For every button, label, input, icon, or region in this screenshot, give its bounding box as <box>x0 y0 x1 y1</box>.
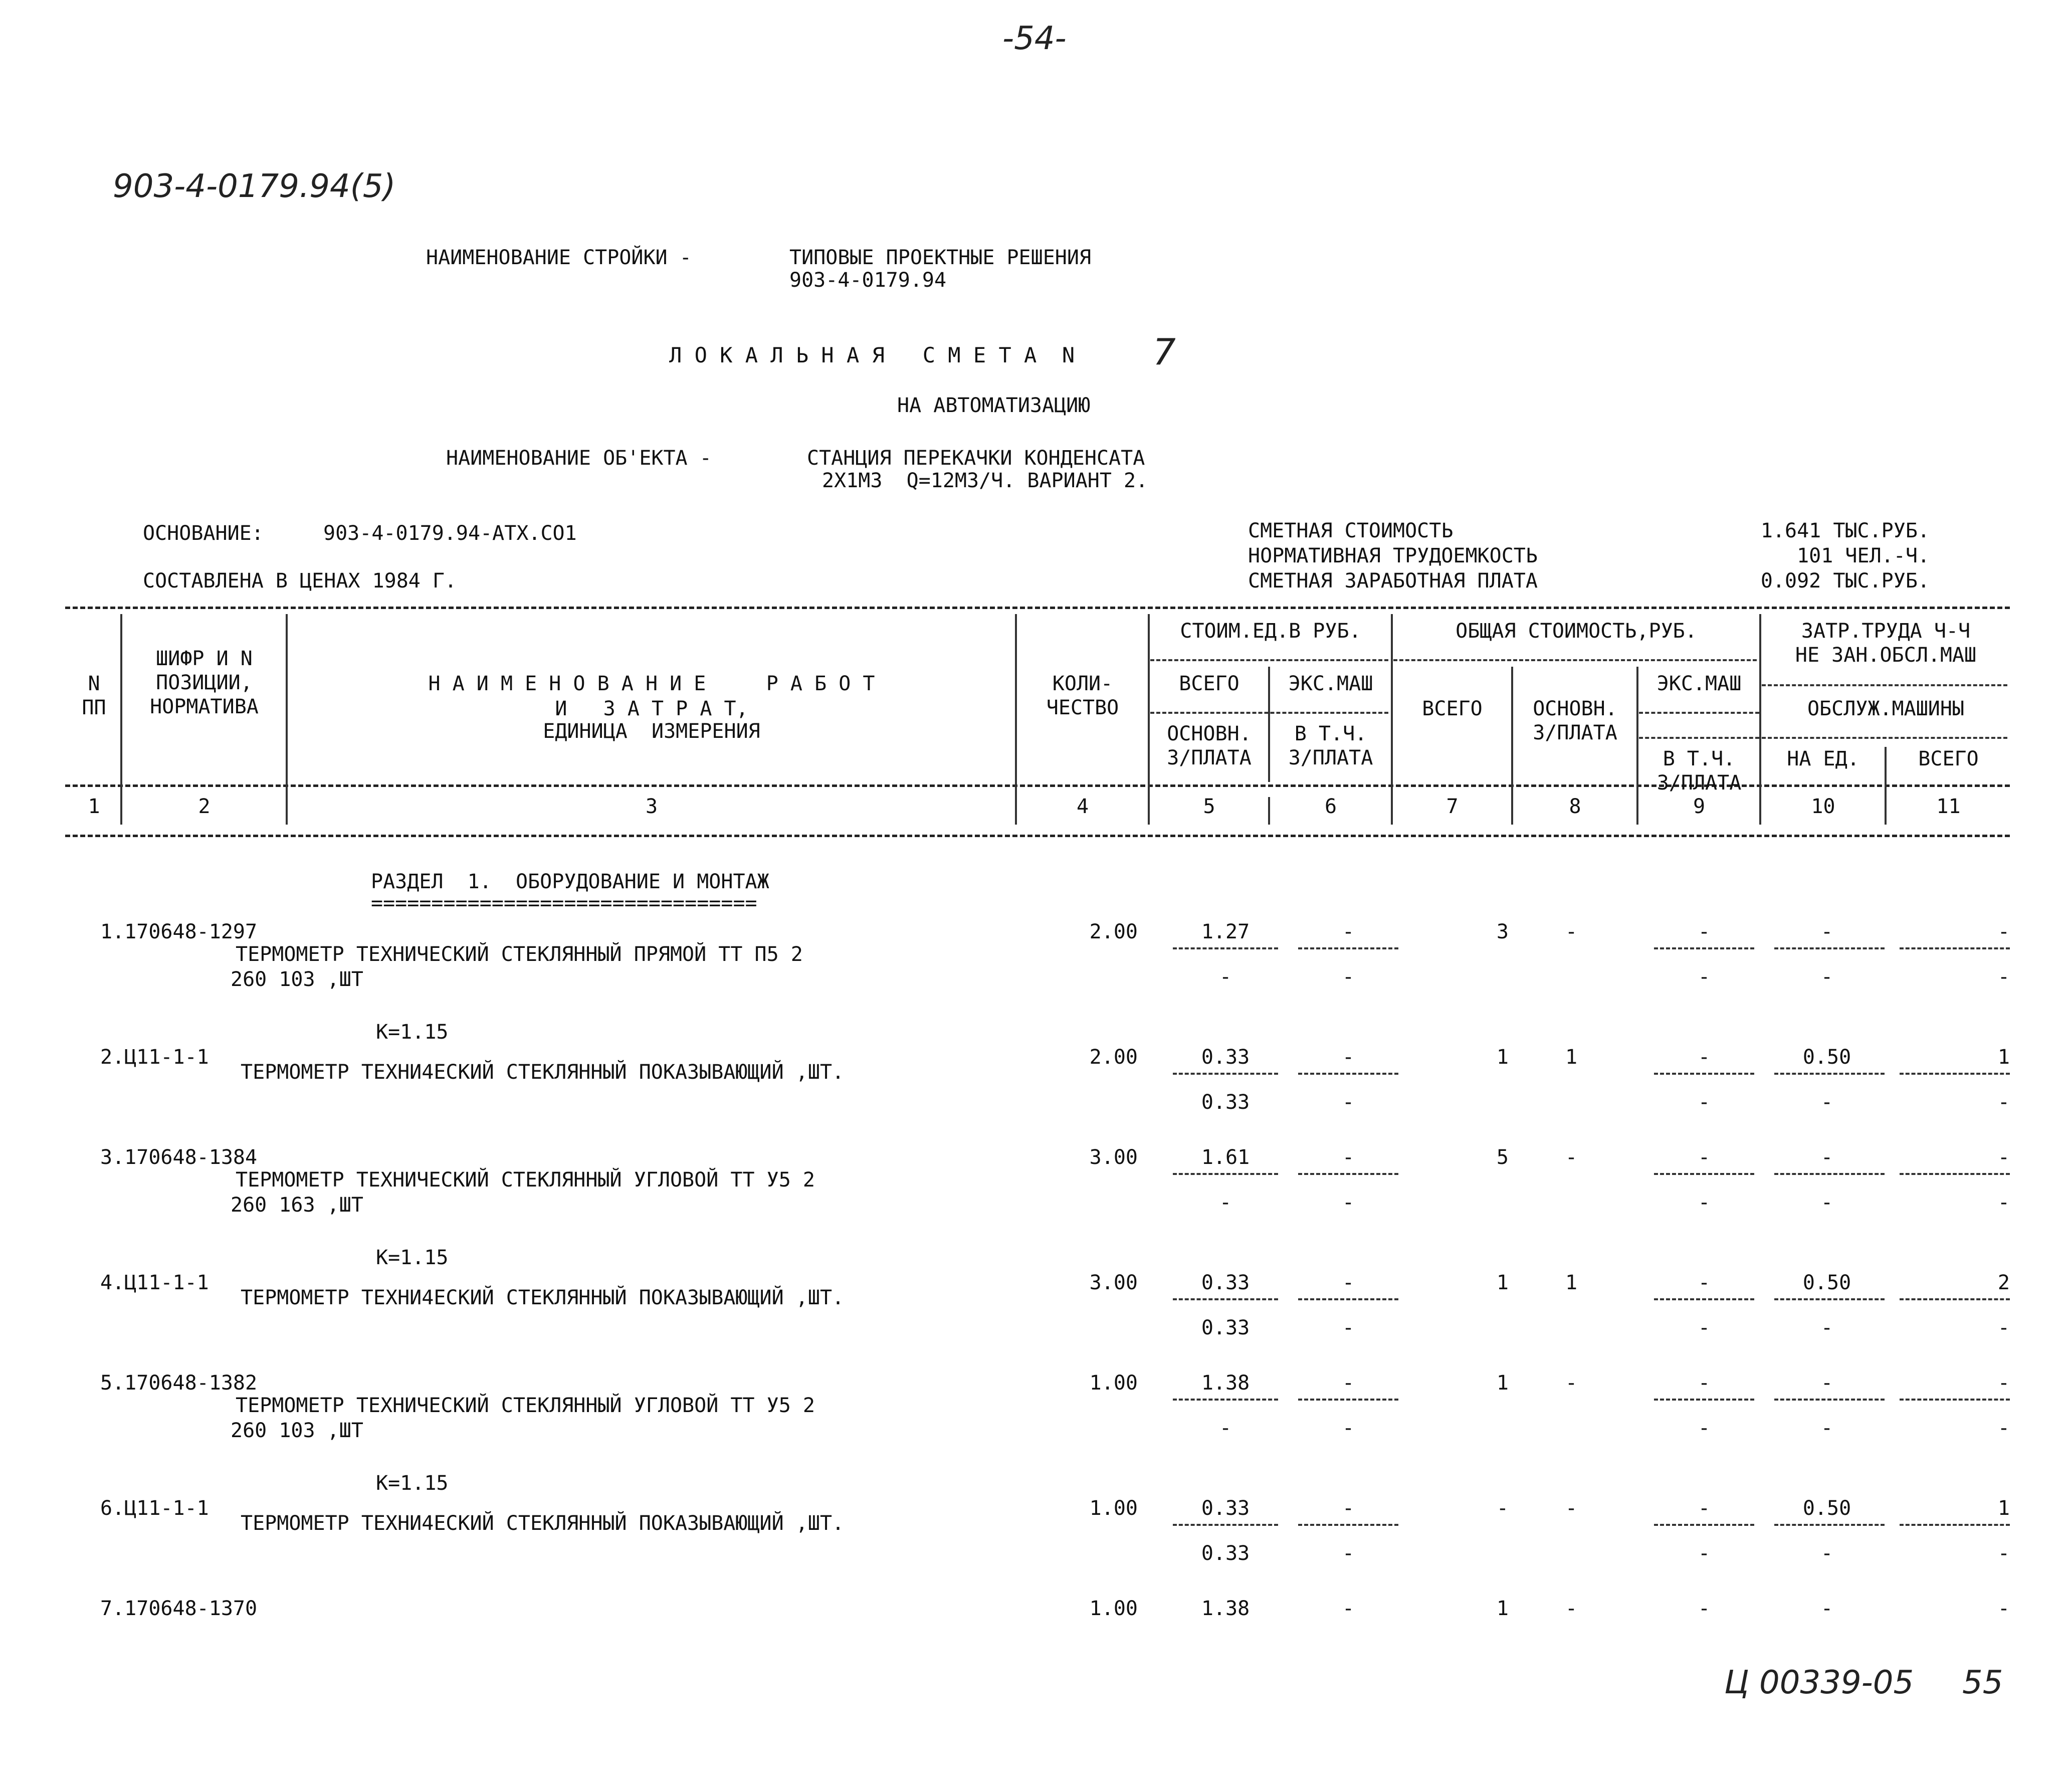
row-code: 4.Ц11-1-1 <box>100 1271 209 1294</box>
fraction-rule <box>1173 1298 1278 1300</box>
column-number: 1 <box>88 795 100 818</box>
header-divider <box>1636 667 1638 825</box>
row-quantity: 2.00 <box>1089 920 1138 943</box>
row-unit-osn: - <box>1219 1417 1232 1440</box>
header-inner-rule <box>1150 659 1388 661</box>
row-name: ТЕРМОМЕТР ТЕХНИ4ЕСКИЙ СТЕКЛЯННЫЙ ПОКАЗЫВАЮЩИЙ ,ШТ. <box>241 1286 845 1309</box>
row-labor-total-2: - <box>1997 1316 2010 1339</box>
object-value-2: 2Х1М3 Q=12М3/Ч. ВАРИАНТ 2. <box>822 469 1148 492</box>
coefficient: К=1.15 <box>376 1472 449 1495</box>
row-labor-total-2: - <box>1997 965 2010 989</box>
header-unit-eks-zp: В Т.Ч. З/ПЛАТА <box>1288 722 1373 769</box>
row-total-all: 1 <box>1496 1271 1509 1294</box>
smeta-title: Л О К А Л Ь Н А Я С М Е Т А N <box>669 343 1075 367</box>
header-inner-rule <box>1393 659 1757 661</box>
row-unit-total: 1.61 <box>1201 1146 1250 1169</box>
row-quantity: 1.00 <box>1089 1597 1138 1620</box>
row-total-eks-zp: - <box>1698 1417 1711 1440</box>
header-quantity: КОЛИ- ЧЕСТВО <box>1046 672 1119 719</box>
header-npp: N ПП <box>82 672 106 719</box>
row-labor-unit-2: - <box>1820 1091 1833 1114</box>
row-total-all: 1 <box>1496 1046 1509 1069</box>
fraction-rule <box>1774 1173 1885 1175</box>
fraction-rule <box>1298 1399 1398 1401</box>
row-unit-osn: 0.33 <box>1201 1091 1250 1114</box>
row-labor-unit: 0.50 <box>1802 1046 1851 1069</box>
fraction-rule <box>1298 1524 1398 1526</box>
row-unit-total: 0.33 <box>1201 1497 1250 1520</box>
fraction-rule <box>1774 947 1885 949</box>
header-divider <box>1759 614 1761 825</box>
row-total-eks-zp: - <box>1698 1191 1711 1214</box>
row-total-all: 1 <box>1496 1371 1509 1395</box>
row-unit-total: 0.33 <box>1201 1271 1250 1294</box>
row-unit-eks-zp: - <box>1342 1316 1355 1339</box>
fraction-rule <box>1654 1073 1754 1075</box>
row-unit-eks: - <box>1342 1146 1355 1169</box>
fraction-rule <box>1654 1298 1754 1300</box>
row-unit-total: 1.38 <box>1201 1597 1250 1620</box>
row-labor-total-2: - <box>1997 1417 2010 1440</box>
row-name: ТЕРМОМЕТР ТЕХНИЧЕСКИЙ СТЕКЛЯННЫЙ УГЛОВОЙ ТТ У5 2 <box>236 1168 815 1192</box>
row-quantity: 1.00 <box>1089 1371 1138 1395</box>
row-labor-total: 2 <box>1997 1271 2010 1294</box>
row-labor-unit-2: - <box>1820 1417 1833 1440</box>
stroyka-label: НАИМЕНОВАНИЕ СТРОЙКИ - <box>426 246 692 269</box>
document-code: 903-4-0179.94(5) <box>113 168 396 205</box>
header-divider <box>1391 614 1393 825</box>
row-unit-osn: - <box>1219 965 1232 989</box>
row-labor-total: 1 <box>1997 1497 2010 1520</box>
row-total-osn: 1 <box>1565 1271 1578 1294</box>
header-divider <box>1015 614 1017 825</box>
row-unit-eks-zp: - <box>1342 1542 1355 1565</box>
header-inner-rule <box>1762 737 2007 739</box>
header-top-rule <box>65 607 2010 609</box>
prices-line: СОСТАВЛЕНА В ЦЕНАХ 1984 Г. <box>143 569 457 593</box>
header-unit-total: ВСЕГО <box>1179 672 1239 695</box>
column-number: 10 <box>1811 795 1835 818</box>
row-unit-eks: - <box>1342 1497 1355 1520</box>
row-labor-unit-2: - <box>1820 1191 1833 1214</box>
fraction-rule <box>1298 1073 1398 1075</box>
osnovanie-value: 903-4-0179.94-АТХ.СО1 <box>323 522 577 545</box>
row-labor-total-2: - <box>1997 1542 2010 1565</box>
row-total-all: - <box>1496 1497 1509 1520</box>
row-unit-eks: - <box>1342 1597 1355 1620</box>
header-inner-rule <box>1639 737 1759 739</box>
row-total-all: 3 <box>1496 920 1509 943</box>
row-quantity: 3.00 <box>1089 1271 1138 1294</box>
fraction-rule <box>1298 1173 1398 1175</box>
row-unit-osn: 0.33 <box>1201 1316 1250 1339</box>
header-labor-total: ВСЕГО <box>1918 747 1979 770</box>
fraction-rule <box>1900 1073 2010 1075</box>
row-quantity: 1.00 <box>1089 1497 1138 1520</box>
row-code: 2.Ц11-1-1 <box>100 1046 209 1069</box>
row-labor-total: - <box>1997 1371 2010 1395</box>
header-divider <box>120 614 122 825</box>
row-quantity: 3.00 <box>1089 1146 1138 1169</box>
header-divider <box>1511 667 1513 825</box>
row-name-unit: 260 103 ,ШТ <box>231 1419 363 1442</box>
row-total-eks: - <box>1698 920 1711 943</box>
row-total-all: 5 <box>1496 1146 1509 1169</box>
row-total-eks: - <box>1698 1271 1711 1294</box>
fraction-rule <box>1900 1298 2010 1300</box>
row-labor-total-2: - <box>1997 1091 2010 1114</box>
row-name: ТЕРМОМЕТР ТЕХНИ4ЕСКИЙ СТЕКЛЯННЫЙ ПОКАЗЫВАЮЩИЙ ,ШТ. <box>241 1061 845 1084</box>
fraction-rule <box>1654 1524 1754 1526</box>
row-labor-unit-2: - <box>1820 1542 1833 1565</box>
header-name-line1: Н А И М Е Н О В А Н И Е Р А Б О Т <box>428 672 875 695</box>
fraction-rule <box>1654 947 1754 949</box>
fraction-rule <box>1173 1173 1278 1175</box>
row-name: ТЕРМОМЕТР ТЕХНИЧЕСКИЙ СТЕКЛЯННЫЙ УГЛОВОЙ ТТ У5 2 <box>236 1394 815 1417</box>
summary-labor-label: НОРМАТИВНАЯ ТРУДОЕМКОСТЬ <box>1248 544 1538 567</box>
header-name-line2: И З А Т Р А Т, <box>555 697 748 720</box>
fraction-rule <box>1900 1399 2010 1401</box>
row-total-eks-zp: - <box>1698 1091 1711 1114</box>
fraction-rule <box>1173 1073 1278 1075</box>
footer-stamp: Ц 00339-05 <box>1724 1664 1914 1701</box>
summary-labor-value: 101 ЧЕЛ.-Ч. <box>1797 544 1930 567</box>
summary-cost-value: 1.641 ТЫС.РУБ. <box>1760 519 1930 542</box>
header-code: ШИФР И N ПОЗИЦИИ, НОРМАТИВА <box>150 647 259 718</box>
row-total-eks-zp: - <box>1698 965 1711 989</box>
row-name: ТЕРМОМЕТР ТЕХНИ4ЕСКИЙ СТЕКЛЯННЫЙ ПОКАЗЫВАЮЩИЙ ,ШТ. <box>241 1512 845 1535</box>
fraction-rule <box>1900 1524 2010 1526</box>
row-total-eks: - <box>1698 1371 1711 1395</box>
column-number: 6 <box>1324 795 1337 818</box>
column-number: 4 <box>1076 795 1089 818</box>
page-number: -54- <box>1002 20 1067 57</box>
header-total-cost: ОБЩАЯ СТОИМОСТЬ,РУБ. <box>1456 620 1697 643</box>
fraction-rule <box>1173 1524 1278 1526</box>
fraction-rule <box>1774 1399 1885 1401</box>
row-unit-eks: - <box>1342 1371 1355 1395</box>
fraction-rule <box>1298 947 1398 949</box>
fraction-rule <box>1173 1399 1278 1401</box>
fraction-rule <box>1298 1298 1398 1300</box>
stroyka-value-2: 903-4-0179.94 <box>789 269 947 292</box>
row-code: 6.Ц11-1-1 <box>100 1497 209 1520</box>
column-number: 8 <box>1569 795 1581 818</box>
summary-salary-label: СМЕТНАЯ ЗАРАБОТНАЯ ПЛАТА <box>1248 569 1538 593</box>
summary-cost-label: СМЕТНАЯ СТОИМОСТЬ <box>1248 519 1454 542</box>
column-number: 5 <box>1203 795 1215 818</box>
row-labor-total: - <box>1997 1597 2010 1620</box>
row-labor-unit-2: - <box>1820 965 1833 989</box>
row-labor-total: 1 <box>1997 1046 2010 1069</box>
footer-page-number: 55 <box>1962 1664 2003 1701</box>
row-name: ТЕРМОМЕТР ТЕХНИЧЕСКИЙ СТЕКЛЯННЫЙ ПРЯМОЙ ТТ П5 2 <box>236 943 803 966</box>
row-total-osn: - <box>1565 920 1578 943</box>
section-title: РАЗДЕЛ 1. ОБОРУДОВАНИЕ И МОНТАЖ <box>371 870 769 893</box>
fraction-rule <box>1654 1399 1754 1401</box>
row-unit-eks-zp: - <box>1342 965 1355 989</box>
header-divider <box>286 614 288 825</box>
header-divider <box>1268 797 1270 825</box>
row-unit-eks-zp: - <box>1342 1091 1355 1114</box>
header-labor: ЗАТР.ТРУДА Ч-Ч НЕ ЗАН.ОБСЛ.МАШ <box>1795 620 1977 667</box>
object-label: НАИМЕНОВАНИЕ ОБ'ЕКТА - <box>446 447 712 470</box>
fraction-rule <box>1900 1173 2010 1175</box>
coefficient: К=1.15 <box>376 1246 449 1269</box>
row-unit-eks: - <box>1342 1271 1355 1294</box>
header-inner-rule <box>1150 712 1388 714</box>
row-total-eks-zp: - <box>1698 1542 1711 1565</box>
row-code: 7.170648-1370 <box>100 1597 258 1620</box>
fraction-rule <box>1173 947 1278 949</box>
section-underline: ================================ <box>371 892 757 915</box>
row-quantity: 2.00 <box>1089 1046 1138 1069</box>
row-labor-unit: 0.50 <box>1802 1497 1851 1520</box>
row-labor-total: - <box>1997 1146 2010 1169</box>
fraction-rule <box>1900 947 2010 949</box>
fraction-rule <box>1774 1298 1885 1300</box>
osnovanie-label: ОСНОВАНИЕ: <box>143 522 264 545</box>
row-unit-osn: - <box>1219 1191 1232 1214</box>
row-labor-unit: - <box>1820 1371 1833 1395</box>
column-number: 7 <box>1446 795 1459 818</box>
header-unit-eks: ЭКС.МАШ <box>1288 672 1373 695</box>
smeta-number: 7 <box>1153 331 1176 373</box>
row-total-eks: - <box>1698 1046 1711 1069</box>
column-number: 2 <box>198 795 211 818</box>
row-total-osn: - <box>1565 1146 1578 1169</box>
row-unit-eks-zp: - <box>1342 1191 1355 1214</box>
stroyka-value-1: ТИПОВЫЕ ПРОЕКТНЫЕ РЕШЕНИЯ <box>789 246 1092 269</box>
row-total-eks: - <box>1698 1597 1711 1620</box>
row-total-osn: - <box>1565 1371 1578 1395</box>
row-unit-osn: 0.33 <box>1201 1542 1250 1565</box>
summary-salary-value: 0.092 ТЫС.РУБ. <box>1760 569 1930 593</box>
column-number: 3 <box>645 795 658 818</box>
column-number: 9 <box>1693 795 1706 818</box>
row-labor-unit-2: - <box>1820 1316 1833 1339</box>
object-value-1: СТАНЦИЯ ПЕРЕКАЧКИ КОНДЕНСАТА <box>807 447 1145 470</box>
row-unit-eks: - <box>1342 920 1355 943</box>
row-total-eks-zp: - <box>1698 1316 1711 1339</box>
row-unit-eks: - <box>1342 1046 1355 1069</box>
header-bottom-rule <box>65 835 2010 837</box>
header-name-line3: ЕДИНИЦА ИЗМЕРЕНИЯ <box>543 720 760 743</box>
row-total-osn: - <box>1565 1497 1578 1520</box>
row-labor-unit: - <box>1820 1597 1833 1620</box>
row-unit-eks-zp: - <box>1342 1417 1355 1440</box>
row-unit-total: 0.33 <box>1201 1046 1250 1069</box>
fraction-rule <box>1774 1073 1885 1075</box>
fraction-rule <box>1774 1524 1885 1526</box>
header-labor-unit: НА ЕД. <box>1787 747 1859 770</box>
smeta-subtitle: НА АВТОМАТИЗАЦИЮ <box>897 394 1091 417</box>
row-total-osn: 1 <box>1565 1046 1578 1069</box>
row-labor-total: - <box>1997 920 2010 943</box>
header-total-all: ВСЕГО <box>1422 697 1483 720</box>
header-labor-obsl: ОБСЛУЖ.МАШИНЫ <box>1807 697 1965 720</box>
row-total-all: 1 <box>1496 1597 1509 1620</box>
header-unit-osn: ОСНОВН. З/ПЛАТА <box>1167 722 1252 769</box>
row-unit-total: 1.27 <box>1201 920 1250 943</box>
header-total-osn: ОСНОВН. З/ПЛАТА <box>1533 697 1617 744</box>
fraction-rule <box>1654 1173 1754 1175</box>
coefficient: К=1.15 <box>376 1021 449 1044</box>
header-divider <box>1268 667 1270 782</box>
row-code: 3.170648-1384 <box>100 1146 258 1169</box>
header-divider <box>1148 614 1150 825</box>
row-labor-total-2: - <box>1997 1191 2010 1214</box>
header-total-eks: ЭКС.МАШ <box>1656 672 1742 695</box>
row-total-eks: - <box>1698 1146 1711 1169</box>
row-total-eks: - <box>1698 1497 1711 1520</box>
row-labor-unit: - <box>1820 920 1833 943</box>
row-name-unit: 260 163 ,ШТ <box>231 1194 363 1217</box>
header-total-eks-zp: В Т.Ч. З/ПЛАТА <box>1656 747 1742 795</box>
row-name-unit: 260 103 ,ШТ <box>231 968 363 991</box>
column-number: 11 <box>1936 795 1961 818</box>
row-labor-unit: 0.50 <box>1802 1271 1851 1294</box>
row-total-osn: - <box>1565 1597 1578 1620</box>
header-unit-cost: СТОИМ.ЕД.В РУБ. <box>1180 620 1361 643</box>
header-divider <box>1885 747 1887 825</box>
row-code: 1.170648-1297 <box>100 920 258 943</box>
header-inner-rule <box>1639 712 1759 714</box>
row-unit-total: 1.38 <box>1201 1371 1250 1395</box>
header-inner-rule <box>1762 684 2007 686</box>
row-labor-unit: - <box>1820 1146 1833 1169</box>
row-code: 5.170648-1382 <box>100 1371 258 1395</box>
